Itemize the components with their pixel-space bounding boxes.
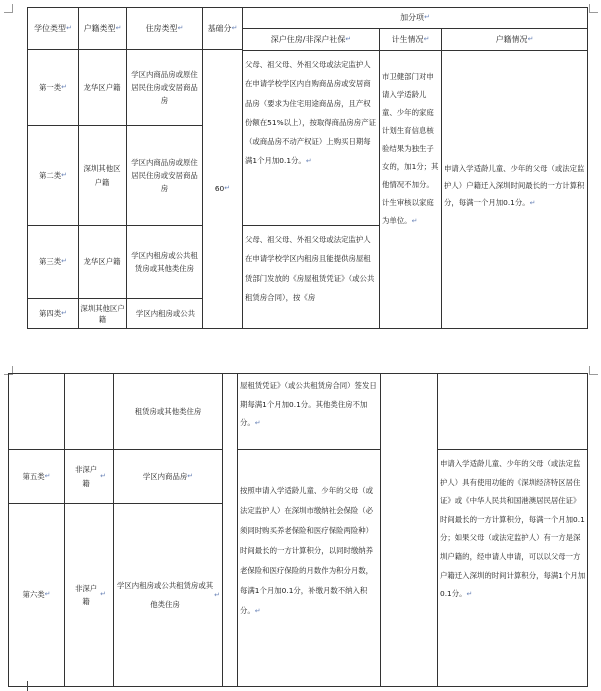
header-hukou-type-label: 户籍类型: [83, 23, 116, 33]
row-4-hukou: [80, 299, 125, 328]
row-6-housing: [116, 504, 220, 686]
row-1-hukou-label: 龙华区户籍: [83, 82, 121, 92]
header-bonus-label: 加分项: [400, 13, 425, 23]
hukou-bonus-shenzhen-text: 申请入学适龄儿童、少年的父母（或法定监护人）户籍迁入深圳时间最长的一方计算积分，每满一个月加0.1分。: [444, 164, 585, 207]
row-6-category-label: 第六类: [22, 590, 45, 600]
header-hukou-type: [79, 8, 126, 49]
row-4-category-label: 第四类: [38, 308, 62, 318]
row-2-housing-label: 学区内商品房或原住居民住房或安居商品房: [131, 157, 198, 194]
paragraph-mark-icon: ↵: [44, 471, 51, 480]
row-5-housing: [114, 450, 222, 503]
paragraph-mark-icon: ↵: [61, 308, 68, 317]
row-3-category-label: 第三类: [38, 257, 62, 267]
row-3-category: [28, 226, 78, 298]
paragraph-mark-icon: ↵: [529, 199, 536, 207]
paragraph-mark-icon: ↵: [424, 13, 430, 22]
paragraph-mark-icon: ↵: [177, 23, 184, 32]
paragraph-mark-icon: ↵: [44, 590, 51, 599]
paragraph-mark-icon: ↵: [231, 23, 238, 32]
row-5-hukou: [72, 450, 106, 503]
row-4-category: [28, 299, 78, 328]
paragraph-mark-icon: ↵: [66, 23, 72, 32]
row-4-housing-continued: [116, 374, 220, 449]
residence-bonus-rented-continued-text: 屋租赁凭证》（或公共租赁房合同）签发日期每满1个月加0.1分。其他类住房不加分。: [240, 381, 377, 427]
paragraph-mark-icon: ↵: [411, 217, 418, 225]
text-cursor: [27, 681, 28, 691]
header-bonus-residence-label: 深户住房/非深户社保: [270, 34, 346, 44]
header-bonus: [243, 8, 587, 28]
row-5-category-label: 第五类: [22, 471, 45, 481]
row-2-category: [28, 126, 78, 225]
row-4-hukou-label: 深圳其他区户籍: [80, 303, 125, 324]
row-3-housing: [129, 226, 200, 298]
row-4-housing-label: 学区内租房或公共: [135, 308, 196, 318]
paragraph-mark-icon: ↵: [466, 590, 473, 599]
row-6-hukou-label: 非深户籍: [74, 583, 98, 606]
paragraph-mark-icon: ↵: [61, 170, 68, 179]
row-2-housing: [129, 126, 200, 225]
header-bonus-hukou: [442, 29, 587, 50]
paragraph-mark-icon: ↵: [100, 471, 106, 480]
row-4-housing: [129, 299, 202, 328]
family-planning-bonus-text: 市卫健部门对申请入学适龄儿童、少年的家庭计划生育信息核验结果为独生子女的，加1分；其他情况不加分。计生审核以家庭为单位。: [382, 72, 439, 225]
header-base-score-label: 基础分: [207, 23, 232, 33]
hukou-bonus-shenzhen: [444, 160, 585, 235]
base-score-cell: [203, 50, 242, 328]
paragraph-mark-icon: ↵: [115, 23, 122, 32]
row-2-hukou-label: 深圳其他区户籍: [83, 164, 121, 187]
row-5-housing-label: 学区内商品房: [142, 471, 188, 481]
paragraph-mark-icon: ↵: [254, 419, 261, 427]
base-score-value: 60: [214, 184, 225, 194]
row-1-category: [28, 50, 78, 125]
social-security-bonus: [240, 481, 378, 686]
row-1-housing: [129, 50, 200, 125]
header-housing-type-label: 住房类型: [145, 23, 178, 33]
social-security-bonus-text: 按照申请入学适龄儿童、少年的父母（或法定监护人）在深圳市缴纳社会保险（必须同时购买养老保险和医疗保险两险种）时间最长的一方计算积分，以同时缴纳养老保险和医疗保险的月数作为积分月数，每满1个月加0.1分，补缴月数不纳入积分。: [240, 486, 374, 615]
row-3-hukou: [82, 226, 122, 298]
crop-mark: [4, 4, 13, 13]
family-planning-bonus: [382, 68, 440, 328]
row-1-category-label: 第一类: [38, 82, 62, 92]
header-housing-type: [127, 8, 202, 49]
paragraph-mark-icon: ↵: [224, 184, 231, 193]
crop-mark: [589, 366, 598, 375]
row-6-category: [9, 504, 64, 686]
paragraph-mark-icon: ↵: [187, 471, 194, 480]
residence-bonus-owned: [245, 55, 378, 225]
crop-mark: [589, 4, 598, 13]
row-3-hukou-label: 龙华区户籍: [83, 257, 121, 267]
row-5-category: [9, 450, 64, 503]
hukou-bonus-nonshenzhen-text: 申请入学适龄儿童、少年的父母（或法定监护人）具有使用功能的《深圳经济特区居住证》或《中华人民共和国港澳居民居住证》时间最长的一方计算积分，每满一个月加0.1分；如果父母（或法定监护人）有一方是深圳户籍的，经申请人申请，可以以父母一方户籍迁入深圳的时间计算积分，每满1个月加0.1分。: [440, 459, 586, 599]
paragraph-mark-icon: ↵: [100, 590, 106, 599]
row-1-hukou: [82, 50, 122, 125]
row-2-hukou: [82, 126, 122, 225]
paragraph-mark-icon: ↵: [61, 82, 68, 91]
paragraph-mark-icon: ↵: [254, 607, 261, 615]
row-4-housing-continued-text: 租赁房或其他类住房: [134, 407, 202, 416]
residence-bonus-rented-continued: [240, 377, 378, 449]
header-bonus-hukou-label: 户籍情况: [495, 34, 528, 44]
header-bonus-residence: [243, 29, 379, 50]
paragraph-mark-icon: ↵: [61, 257, 68, 266]
row-1-housing-label: 学区内商品房或原住居民住房或安居商品房: [131, 69, 198, 106]
header-school-type-label: 学位类型: [34, 23, 67, 33]
row-5-hukou-label: 非深户籍: [74, 465, 98, 488]
residence-bonus-rented: [245, 230, 378, 328]
row-6-housing-label: 学区内租房或公共租赁房或其他类住房: [117, 581, 214, 609]
row-6-hukou: [72, 504, 106, 686]
row-2-category-label: 第二类: [38, 170, 62, 180]
paragraph-mark-icon: ↵: [345, 34, 352, 43]
row-3-housing-label: 学区内租房或公共租赁房或其他类住房: [131, 250, 198, 273]
residence-bonus-rented-text: 父母、祖父母、外祖父母或法定监护人在申请学校学区内租房且能提供房屋租赁部门发放的《房屋租赁凭证》（或公共租赁房合同），按《房: [245, 235, 375, 302]
paragraph-mark-icon: ↵: [423, 34, 430, 43]
paragraph-mark-icon: ↵: [305, 157, 312, 166]
residence-bonus-owned-text: 父母、祖父母、外祖父母或法定监护人在申请学校学区内自购商品房或安居商品房（要求为住宅用途商品房，且产权份额在51%以上），按取得商品房房产证（或商品房不动产权证）上购买日期每满1个月加0.1分。: [245, 60, 376, 166]
header-base-score: [203, 8, 242, 49]
paragraph-mark-icon: ↵: [214, 590, 220, 599]
hukou-bonus-nonshenzhen: [440, 455, 586, 686]
header-school-type: [28, 8, 78, 49]
header-bonus-family-planning: [380, 29, 441, 50]
header-bonus-family-planning-label: 计生情况: [391, 34, 424, 44]
paragraph-mark-icon: ↵: [527, 34, 534, 43]
